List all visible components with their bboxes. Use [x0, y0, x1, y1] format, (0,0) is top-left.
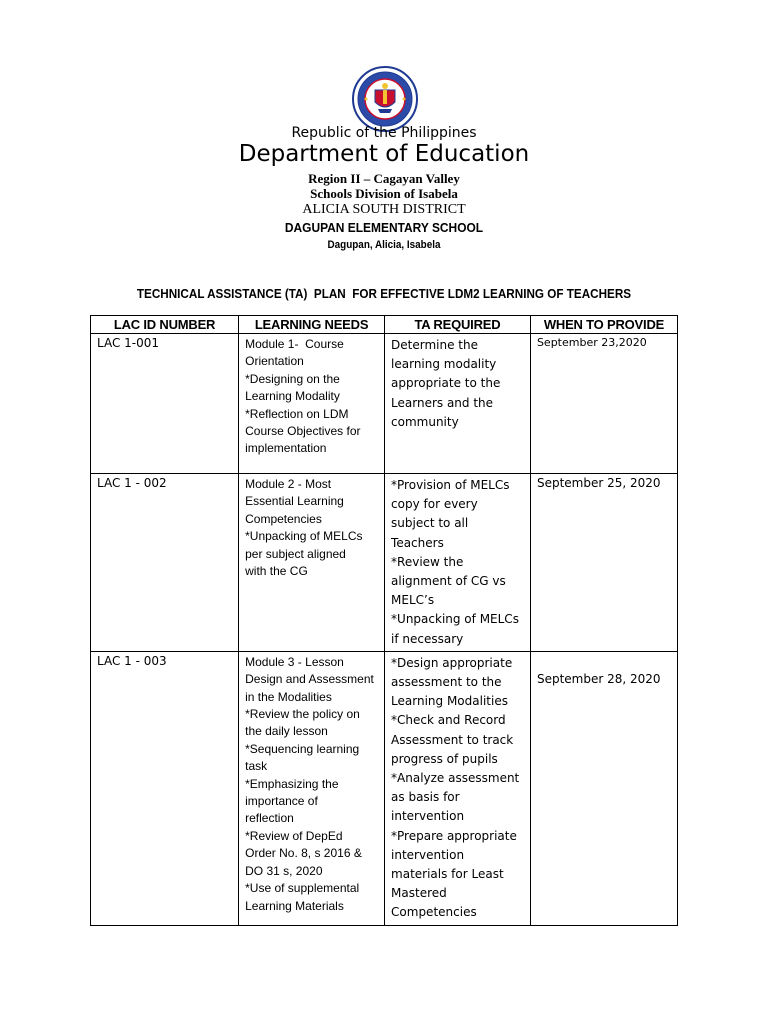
- ta-line: if necessary: [391, 631, 464, 646]
- needs-line: Course Objectives for: [245, 424, 361, 439]
- learning-needs-cell: [239, 651, 385, 925]
- lac-id-cell: LAC 1 - 003: [91, 651, 239, 925]
- needs-line: with the CG: [245, 564, 308, 579]
- ta-line: copy for every: [391, 497, 478, 512]
- needs-line: Learning Modality: [245, 389, 340, 404]
- needs-line: Orientation: [245, 354, 304, 369]
- needs-line: in the Modalities: [245, 689, 332, 704]
- deped-seal-logo: [352, 66, 418, 132]
- needs-line: DO 31 s, 2020: [245, 863, 323, 878]
- ta-line: *Check and Record: [391, 713, 506, 728]
- ta-line: alignment of CG vs: [391, 574, 506, 589]
- column-header-lac-id: LAC ID NUMBER: [91, 316, 239, 334]
- needs-line: Competencies: [245, 511, 322, 526]
- needs-line: Module 1- Course: [245, 337, 344, 351]
- when-to-provide-cell: September 25, 2020: [530, 474, 677, 652]
- needs-line: *Unpacking of MELCs: [245, 529, 363, 544]
- column-header-learning-needs: LEARNING NEEDS: [239, 316, 385, 334]
- ta-required-cell: [385, 651, 531, 925]
- division-line: Schools Division of Isabela: [310, 186, 458, 201]
- needs-line: Order No. 8, s 2016 &: [245, 846, 362, 861]
- table-row: [91, 334, 678, 474]
- ta-line: *Provision of MELCs: [391, 478, 510, 492]
- ta-line: Mastered: [391, 886, 447, 901]
- needs-line: Design and Assessment: [245, 672, 374, 687]
- column-header-when-to-provide: WHEN TO PROVIDE: [530, 316, 677, 334]
- ta-line: *Prepare appropriate: [391, 828, 517, 843]
- needs-line: Learning Materials: [245, 898, 344, 913]
- needs-line: reflection: [245, 811, 294, 826]
- ta-line: community: [391, 414, 459, 429]
- ta-line: Assessment to track: [391, 732, 514, 747]
- needs-line: importance of: [245, 794, 318, 809]
- ta-line: Competencies: [391, 905, 477, 920]
- plan-title: TECHNICAL ASSISTANCE (TA) PLAN FOR EFFECTIVE LDM2 LEARNING OF TEACHERS: [136, 286, 632, 301]
- learning-needs-cell: [239, 474, 385, 652]
- when-to-provide-cell: September 28, 2020: [530, 651, 677, 925]
- needs-line: *Sequencing learning: [245, 741, 360, 756]
- table-header-row: [91, 316, 678, 334]
- needs-line: *Review of DepEd: [245, 828, 343, 843]
- ta-line: Determine the: [391, 338, 478, 352]
- school-name: DAGUPAN ELEMENTARY SCHOOL: [284, 220, 484, 235]
- needs-line: Module 2 - Most: [245, 477, 332, 491]
- needs-line: per subject aligned: [245, 546, 346, 561]
- needs-line: Essential Learning: [245, 494, 344, 509]
- needs-line: task: [245, 759, 268, 774]
- ta-line: *Analyze assessment: [391, 771, 520, 786]
- column-header-ta-required: TA REQUIRED: [385, 316, 531, 334]
- ta-line: *Unpacking of MELCs: [391, 612, 519, 627]
- learning-needs-cell: [239, 334, 385, 474]
- table-row: [91, 474, 678, 652]
- ta-plan-table: [90, 315, 678, 926]
- needs-line: *Emphasizing the: [245, 776, 339, 791]
- district-line: ALICIA SOUTH DISTRICT: [302, 202, 466, 217]
- needs-line: implementation: [245, 441, 327, 456]
- ta-line: subject to all: [391, 516, 469, 531]
- table-row: [91, 651, 678, 925]
- ta-line: appropriate to the: [391, 376, 501, 391]
- school-address: Dagupan, Alicia, Isabela: [327, 239, 441, 251]
- ta-line: progress of pupils: [391, 751, 498, 766]
- ta-line: Learners and the: [391, 395, 494, 410]
- ta-line: *Design appropriate: [391, 655, 513, 670]
- ta-line: MELC’s: [391, 593, 435, 608]
- ta-line: intervention: [391, 809, 465, 824]
- needs-line: the daily lesson: [245, 724, 328, 739]
- ta-line: learning modality: [391, 357, 497, 372]
- ta-required-cell: [385, 474, 531, 652]
- republic-heading: Republic of the Philippines: [291, 125, 477, 141]
- needs-line: Module 3 - Lesson: [245, 654, 344, 669]
- needs-line: *Use of supplemental: [245, 881, 360, 896]
- needs-line: *Review the policy on: [245, 707, 360, 722]
- ta-required-cell: [385, 334, 531, 474]
- department-heading: Department of Education: [238, 141, 530, 167]
- ta-line: intervention: [391, 847, 465, 862]
- ta-line: Learning Modalities: [391, 694, 508, 709]
- ta-line: *Review the: [391, 554, 464, 569]
- ta-line: as basis for: [391, 790, 460, 805]
- ta-line: Teachers: [391, 535, 444, 550]
- needs-line: *Designing on the: [245, 371, 340, 386]
- needs-line: *Reflection on LDM: [245, 406, 349, 421]
- lac-id-cell: LAC 1-001: [91, 334, 239, 474]
- region-line: Region II – Cagayan Valley: [308, 171, 460, 186]
- when-to-provide-cell: September 23,2020: [530, 334, 677, 474]
- ta-line: materials for Least: [391, 867, 504, 882]
- lac-id-cell: LAC 1 - 002: [91, 474, 239, 652]
- ta-line: assessment to the: [391, 675, 502, 690]
